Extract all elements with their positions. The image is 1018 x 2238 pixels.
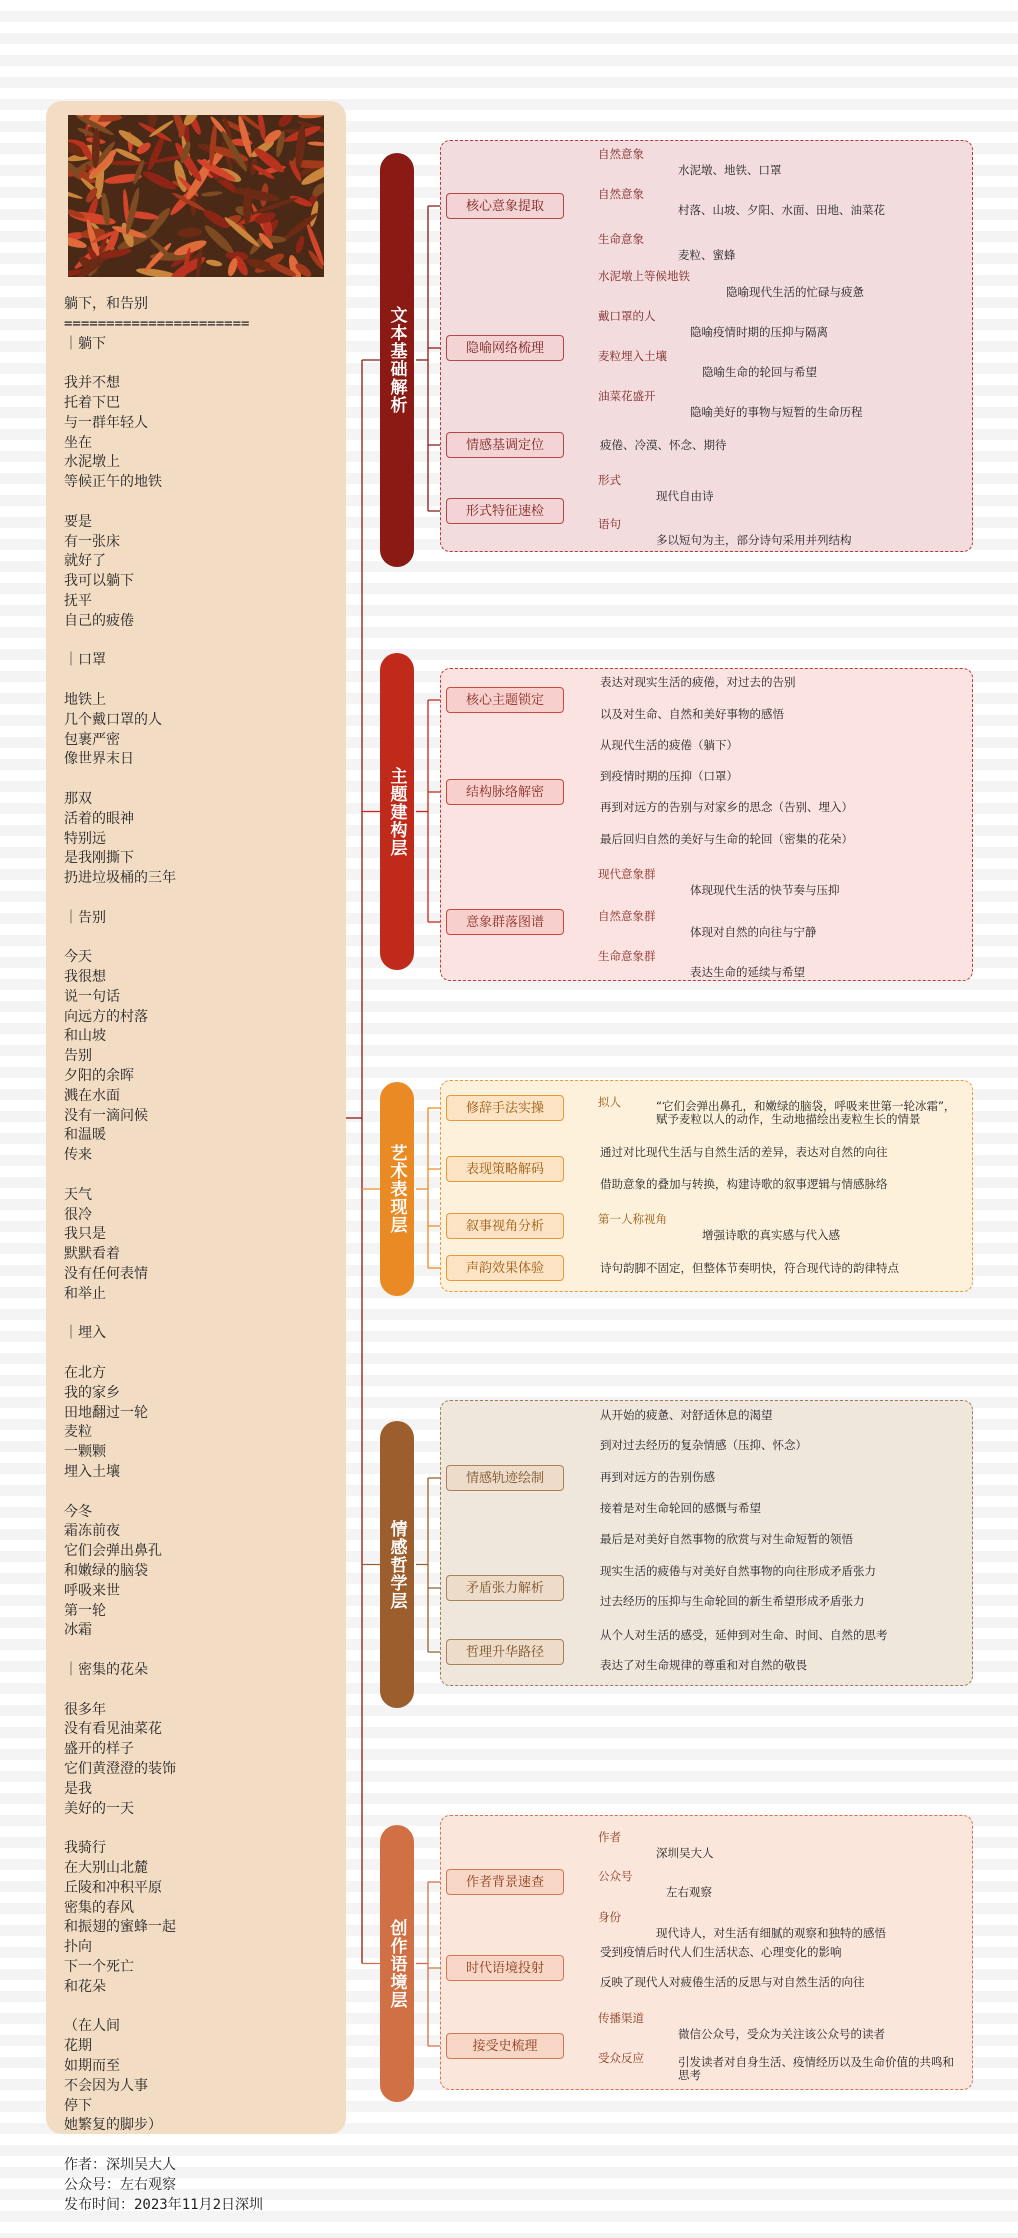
subtopic-label: 麦粒埋入土壤 bbox=[598, 349, 667, 363]
subtopic-label: 形式 bbox=[598, 473, 621, 487]
leaf-text: 多以短句为主，部分诗句采用并列结构 bbox=[656, 533, 852, 547]
layer-pill bbox=[380, 1082, 414, 1296]
leaf-text: 增强诗歌的真实感与代入感 bbox=[702, 1228, 840, 1242]
leaf-text: 诗句韵脚不固定，但整体节奏明快，符合现代诗的韵律特点 bbox=[600, 1261, 899, 1275]
layer-pill bbox=[380, 653, 414, 970]
leaf-text: 以及对生命、自然和美好事物的感悟 bbox=[600, 707, 784, 721]
leaf-text: 借助意象的叠加与转换，构建诗歌的叙事逻辑与情感脉络 bbox=[600, 1177, 888, 1191]
leaf-text: 通过对比现代生活与自然生活的差异，表达对自然的向往 bbox=[600, 1145, 888, 1159]
category-node: 叙事视角分析 bbox=[446, 1213, 564, 1239]
leaf-text: 反映了现代人对疲倦生活的反思与对自然生活的向往 bbox=[600, 1975, 865, 1989]
leaf-text: 从现代生活的疲倦（躺下） bbox=[600, 738, 738, 752]
leaf-text: 隐喻现代生活的忙碌与疲惫 bbox=[726, 285, 864, 299]
layer-title: 文本基础解析 bbox=[386, 306, 407, 414]
leaf-text: 到疫情时期的压抑（口罩） bbox=[600, 769, 738, 783]
leaf-text: 再到对远方的告别与对家乡的思念（告别、埋入） bbox=[600, 800, 853, 814]
leaf-text: 现实生活的疲倦与对美好自然事物的向往形成矛盾张力 bbox=[600, 1564, 876, 1578]
leaf-text: 最后回归自然的美好与生命的轮回（密集的花朵） bbox=[600, 832, 853, 846]
subtopic-label: 水泥墩上等候地铁 bbox=[598, 269, 690, 283]
subtopic-label: 拟人 bbox=[598, 1095, 621, 1109]
layer-title: 艺术表现层 bbox=[386, 1144, 407, 1234]
category-node: 矛盾张力解析 bbox=[446, 1575, 564, 1601]
subtopic-label: 自然意象 bbox=[598, 187, 644, 201]
leaf-text: 现代自由诗 bbox=[656, 489, 714, 503]
category-node: 修辞手法实操 bbox=[446, 1095, 564, 1121]
leaf-text: 体现对自然的向往与宁静 bbox=[690, 925, 817, 939]
subtopic-label: 作者 bbox=[598, 1830, 621, 1844]
subtopic-label: 公众号 bbox=[598, 1869, 633, 1883]
subtopic-label: 受众反应 bbox=[598, 2051, 644, 2065]
category-node: 接受史梳理 bbox=[446, 2033, 564, 2059]
category-node: 意象群落图谱 bbox=[446, 909, 564, 935]
category-node: 核心主题锁定 bbox=[446, 687, 564, 713]
subtopic-label: 身份 bbox=[598, 1910, 621, 1924]
category-node: 隐喻网络梳理 bbox=[446, 335, 564, 361]
subtopic-label: 语句 bbox=[598, 517, 621, 531]
subtopic-label: 生命意象 bbox=[598, 232, 644, 246]
leaf-text: 深圳吴大人 bbox=[656, 1846, 714, 1860]
leaf-text: 村落、山坡、夕阳、水面、田地、油菜花 bbox=[678, 203, 885, 217]
subtopic-label: 现代意象群 bbox=[598, 867, 656, 881]
leaf-text: 现代诗人，对生活有细腻的观察和独特的感悟 bbox=[656, 1926, 886, 1940]
category-node: 形式特征速检 bbox=[446, 498, 564, 524]
leaf-text: 水泥墩、地铁、口罩 bbox=[678, 163, 782, 177]
category-node: 情感轨迹绘制 bbox=[446, 1465, 564, 1491]
leaf-text: 表达了对生命规律的尊重和对自然的敬畏 bbox=[600, 1658, 807, 1672]
category-node: 表现策略解码 bbox=[446, 1156, 564, 1182]
leaf-text: 从开始的疲惫、对舒适休息的渴望 bbox=[600, 1408, 773, 1422]
layer-pill bbox=[380, 1421, 414, 1708]
leaf-text: 表达生命的延续与希望 bbox=[690, 965, 805, 979]
subtopic-label: 戴口罩的人 bbox=[598, 309, 656, 323]
leaf-text: 隐喻疫情时期的压抑与隔离 bbox=[690, 325, 828, 339]
category-node: 结构脉络解密 bbox=[446, 779, 564, 805]
leaf-text: 引发读者对自身生活、疫情经历以及生命价值的共鸣和思考 bbox=[678, 2055, 954, 2082]
layer-pill bbox=[380, 1825, 414, 2102]
leaf-text: 过去经历的压抑与生命轮回的新生希望形成矛盾张力 bbox=[600, 1594, 865, 1608]
leaf-text: 体现现代生活的快节奏与压抑 bbox=[690, 883, 840, 897]
category-node: 声韵效果体验 bbox=[446, 1255, 564, 1281]
leaf-text: 左右观察 bbox=[666, 1885, 712, 1899]
leaf-text: 微信公众号，受众为关注该公众号的读者 bbox=[678, 2027, 885, 2041]
subtopic-label: 第一人称视角 bbox=[598, 1212, 667, 1226]
category-node: 时代语境投射 bbox=[446, 1955, 564, 1981]
subtopic-label: 自然意象 bbox=[598, 147, 644, 161]
subtopic-label: 油菜花盛开 bbox=[598, 389, 656, 403]
leaf-text: 麦粒、蜜蜂 bbox=[678, 248, 736, 262]
leaf-text: 隐喻美好的事物与短暂的生命历程 bbox=[690, 405, 863, 419]
category-node: 哲理升华路径 bbox=[446, 1639, 564, 1665]
layer-title: 主题建构层 bbox=[386, 766, 407, 857]
leaf-text: 再到对远方的告别伤感 bbox=[600, 1470, 715, 1484]
category-node: 核心意象提取 bbox=[446, 193, 564, 219]
category-node: 情感基调定位 bbox=[446, 432, 564, 458]
subtopic-label: 生命意象群 bbox=[598, 949, 656, 963]
layer-title: 情感哲学层 bbox=[386, 1519, 407, 1610]
leaf-text: 接着是对生命轮回的感慨与希望 bbox=[600, 1501, 761, 1515]
category-node: 作者背景速查 bbox=[446, 1869, 564, 1895]
layer-title: 创作语境层 bbox=[386, 1918, 407, 2009]
leaf-text: 疲倦、冷漠、怀念、期待 bbox=[600, 438, 727, 452]
leaf-text: “它们会弹出鼻孔，和嫩绿的脑袋，呼吸来世第一轮冰霜”，赋予麦粒以人的动作，生动地描绘出麦粒生长的情景 bbox=[656, 1099, 956, 1126]
layer-pill bbox=[380, 153, 414, 567]
leaf-text: 到对过去经历的复杂情感（压抑、怀念） bbox=[600, 1438, 807, 1452]
subtopic-label: 传播渠道 bbox=[598, 2011, 644, 2025]
poem-text: 躺下，和告别 ====================== ｜躺下 我并不想 托着下巴 与一群年轻人 坐在 水泥墩上 等候正午的地铁 要是 有一张床 就好了 我可以躺下 抚平 自己的疲倦 ｜口罩 地铁上 几个戴口罩的人 包裹严密 像世界末日 那双 活着的眼神 特别远 是我刚撕下 扔进垃圾桶的三年 ｜告别 今天 我很想 说一句话 向远方的村落 和山坡 告别 夕阳的余晖 溅在水面 没有一滴问候 和温暖 传来 天气 很冷 我只是 默默看着 没有任何表情 和举止 ｜埋入 在北方 我的家乡 田地翻过一轮 麦粒 一颗颗 埋入土壤 今冬 霜冻前夜 它们会弹出鼻孔 和嫩绿的脑袋 呼吸来世 第一轮 冰霜 ｜密集的花朵 很多年 没有看见油菜花 盛开的样子 它们黄澄澄的装饰 是我 美好的一天 我骑行 在大别山北麓 丘陵和冲积平原 密集的春风 和振翅的蜜蜂一起 扑向 下一个死亡 和花朵 （在人间 花期 如期而至 不会因为人事 停下 她繁复的脚步） 作者：深圳吴大人 公众号：左右观察 发布时间：2023年11月2日深圳 bbox=[64, 296, 264, 2213]
leaf-text: 隐喻生命的轮回与希望 bbox=[702, 365, 817, 379]
subtopic-label: 自然意象群 bbox=[598, 909, 656, 923]
leaf-text: 受到疫情后时代人们生活状态、心理变化的影响 bbox=[600, 1945, 842, 1959]
leaf-text: 从个人对生活的感受，延伸到对生命、时间、自然的思考 bbox=[600, 1628, 888, 1642]
leaf-text: 最后是对美好自然事物的欣赏与对生命短暂的领悟 bbox=[600, 1532, 853, 1546]
leaf-text: 表达对现实生活的疲倦，对过去的告别 bbox=[600, 675, 796, 689]
